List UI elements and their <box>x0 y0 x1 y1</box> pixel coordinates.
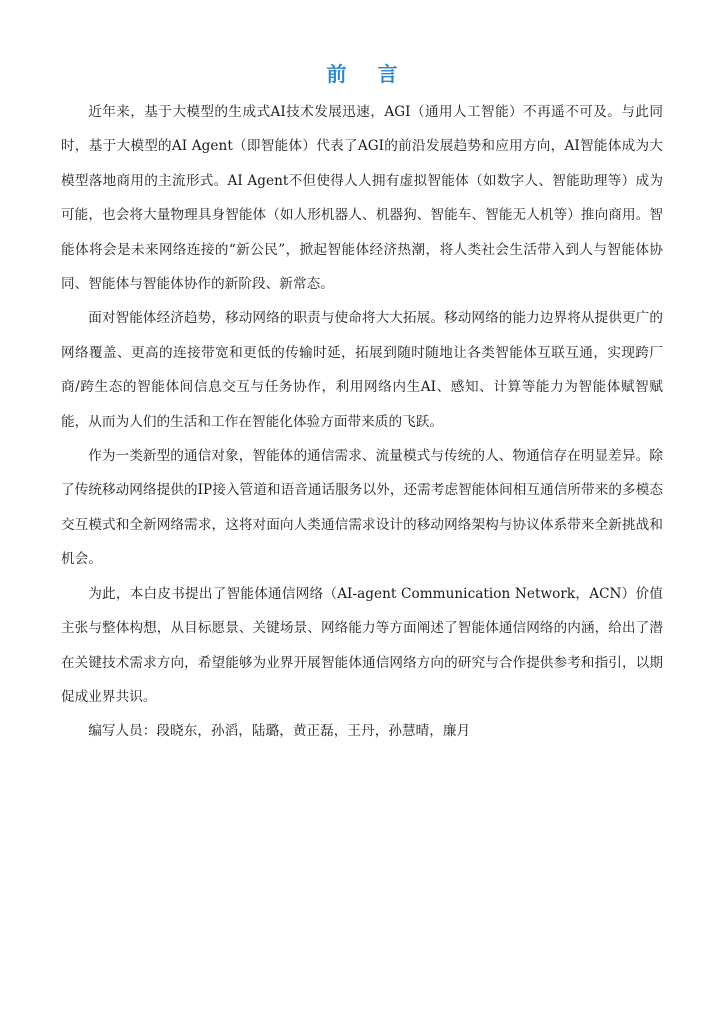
preface-body <box>61 95 663 749</box>
page-title: 前 言 <box>326 62 410 86</box>
paragraph-3: 作为一类新型的通信对象，智能体的通信需求、流量模式与传统的人、物通信存在明显差异。除了传统移动网络提供的IP接入管道和语音通话服务以外，还需考虑智能体间相互通信所带来的多模态交互模式和全新网络需求，这将对面向人类通信需求设计的移动网络架构与协议体系带来全新挑战和机会。 <box>61 448 663 568</box>
paragraph-2: 面对智能体经济趋势，移动网络的职责与使命将大大拓展。移动网络的能力边界将从提供更广的网络覆盖、更高的连接带宽和更低的传输时延，拓展到随时随地让各类智能体互联互通，实现跨厂商/跨生态的智能体间信息交互与任务协作，利用网络内生AI、感知、计算等能力为智能体赋智赋能，从而为人们的生活和工作在智能化体验方面带来质的飞跃。 <box>61 310 663 430</box>
paragraph-4: 为此，本白皮书提出了智能体通信网络（AI-agent Communication Network，ACN）价值主张与整体构想，从目标愿景、关键场景、网络能力等方面阐述了智能体通信网络的内涵，给出了潜在关键技术需求方向，希望能够为业界开展智能体通信网络方向的研究与合作提供参考和指引，以期促成业界共识。 <box>61 585 663 705</box>
authors-line: 编写人员：段晓东，孙滔，陆璐，黄正磊，王丹，孙慧晴，廉月 <box>88 723 471 740</box>
paragraph-1: 近年来，基于大模型的生成式AI技术发展迅速，AGI（通用人工智能）不再遥不可及。与此同时，基于大模型的AI Agent（即智能体）代表了AGI的前沿发展趋势和应用方向，AI智能体成为大模型落地商用的主流形式。AI Agent不但使得人人拥有虚拟智能体（如数字人、智能助理等）成为可能，也会将大量物理具身智能体（如人形机器人、机器狗、智能车、智能无人机等）推向商用。智能体将会是未来网络连接的“新公民”，掀起智能体经济热潮，将人类社会生活带入到人与智能体协同、智能体与智能体协作的新阶段、新常态。 <box>61 104 663 293</box>
